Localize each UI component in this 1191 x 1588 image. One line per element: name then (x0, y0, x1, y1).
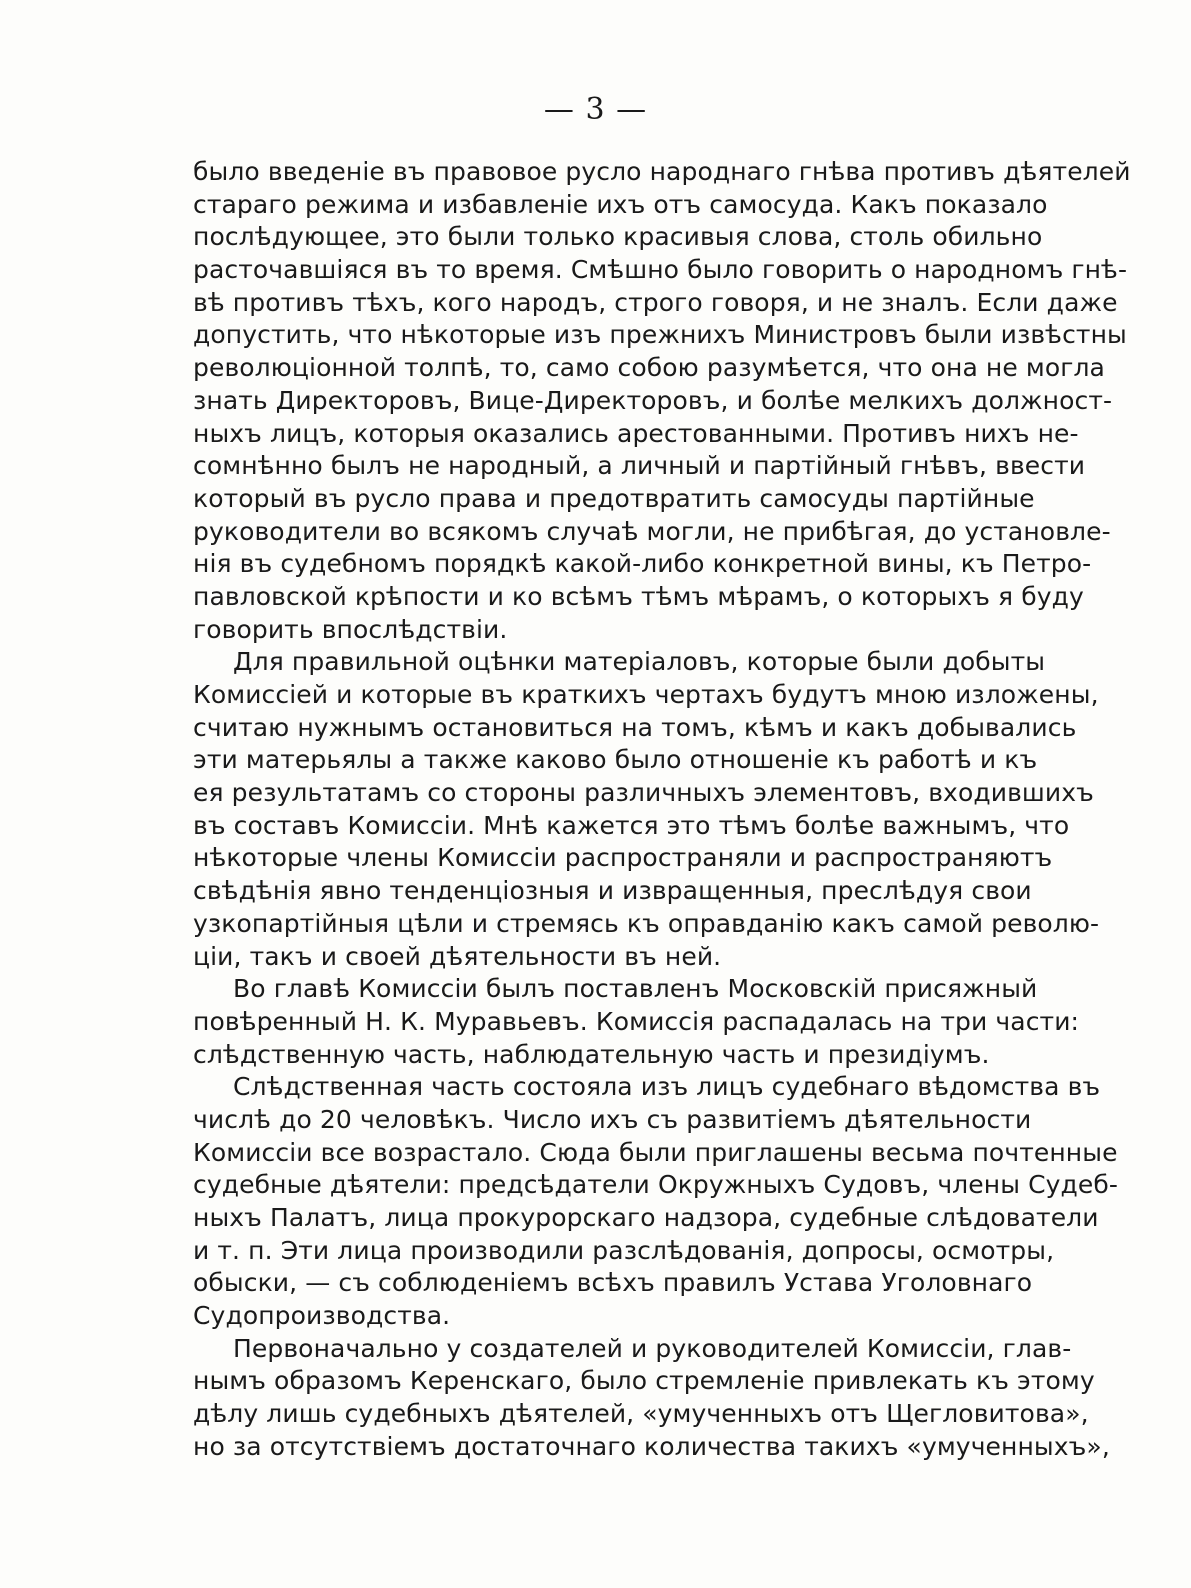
text-line: эти матерьялы а также каково было отношенiе къ работѣ и къ (193, 745, 1038, 775)
text-line: нiя въ судебномъ порядкѣ какой-либо конкретной вины, къ Петро- (193, 549, 1092, 579)
text-line: свѣдѣнiя явно тенденцiозныя и извращенныя, преслѣдуя свои (193, 876, 1032, 906)
text-line: вѣ противъ тѣхъ, кого народъ, строго говоря, и не зналъ. Если даже (193, 287, 1118, 317)
text-line: обыски, — съ соблюденiемъ всѣхъ правилъ Устава Уголовнаго (193, 1268, 1033, 1298)
text-line: дѣлу лишь судебныхъ дѣятелей, «умученныхъ отъ Щегловитова», (193, 1399, 1089, 1429)
paragraph (193, 1071, 1119, 1333)
paragraph (193, 973, 1080, 1071)
text-line: знать Директоровъ, Вице-Директоровъ, и болѣе мелкихъ должност- (193, 385, 1113, 415)
text-line: допустить, что нѣкоторые изъ прежнихъ Министровъ были извѣстны (193, 320, 1127, 350)
text-line: слѣдственную часть, наблюдательную часть и президiумъ. (193, 1039, 990, 1069)
text-line: Первоначально у создателей и руководителей Комиссiи, глав- (233, 1333, 1072, 1363)
body-text (193, 156, 1131, 1464)
text-line: стараго режима и избавленiе ихъ отъ самосуда. Какъ показало (193, 189, 1048, 219)
text-line: послѣдующее, это были только красивыя слова, столь обильно (193, 222, 1043, 252)
text-line: Слѣдственная часть состояла изъ лицъ судебнаго вѣдомства въ (233, 1072, 1101, 1102)
text-line: революцiонной толпѣ, то, само собою разумѣется, что она не могла (193, 353, 1105, 383)
text-line: и т. п. Эти лица производили разслѣдованiя, допросы, осмотры, (193, 1235, 1055, 1265)
text-line: говорить впослѣдствiи. (193, 614, 508, 644)
text-line: но за отсутствiемъ достаточнаго количества такихъ «умученныхъ», (193, 1431, 1110, 1461)
text-line: Комиссiи все возрастало. Сюда были приглашены весьма почтенные (193, 1137, 1118, 1167)
page-number: — 3 — (543, 92, 648, 127)
text-line: ея результатамъ со стороны различныхъ элементовъ, входившихъ (193, 778, 1094, 808)
text-line: который въ русло права и предотвратить самосуды партiйные (193, 483, 1035, 513)
text-line: было введенiе въ правовое русло народнаго гнѣва противъ дѣятелей (193, 157, 1131, 186)
text-line: нѣкоторые члены Комиссiи распространяли и распространяютъ (193, 843, 1053, 873)
text-line: нымъ образомъ Керенскаго, было стремленiе привлекать къ этому (193, 1366, 1095, 1396)
text-line: руководители во всякомъ случаѣ могли, не прибѣгая, до установле- (193, 516, 1111, 546)
text-line: повѣренный Н. К. Муравьевъ. Комиссiя распадалась на три части: (193, 1006, 1080, 1036)
text-line: числѣ до 20 человѣкъ. Число ихъ съ развитiемъ дѣятельности (193, 1104, 1032, 1134)
paragraph (193, 1333, 1110, 1464)
text-line: ныхъ лицъ, которыя оказались арестованными. Противъ нихъ не- (193, 418, 1079, 448)
text-line: ныхъ Палатъ, лица прокурорскаго надзора, судебные слѣдователи (193, 1203, 1099, 1232)
text-line: расточавшiяся въ то время. Смѣшно было говорить о народномъ гнѣ- (193, 255, 1128, 285)
paragraph (193, 646, 1100, 973)
text-line: павловской крѣпости и ко всѣмъ тѣмъ мѣрамъ, о которыхъ я буду (193, 581, 1084, 611)
text-line: Во главѣ Комиссiи былъ поставленъ Московскiй присяжный (233, 974, 1038, 1004)
paragraph (193, 156, 1131, 646)
text-line: Для правильной оцѣнки матерiаловъ, которые были добыты (233, 647, 1046, 677)
text-line: Судопроизводства. (193, 1301, 451, 1331)
text-line: узкопартiйныя цѣли и стремясь къ оправданiю какъ самой револю- (193, 908, 1100, 938)
text-line: сомнѣнно былъ не народный, а личный и партiйный гнѣвъ, ввести (193, 451, 1086, 481)
text-line: судебные дѣятели: предсѣдатели Окружныхъ Судовъ, члены Судеб- (193, 1170, 1119, 1200)
text-line: Комиссiей и которые въ краткихъ чертахъ будутъ мною изложены, (193, 680, 1099, 709)
text-line: считаю нужнымъ остановиться на томъ, кѣмъ и какъ добывались (193, 712, 1077, 742)
text-line: въ составъ Комиссiи. Мнѣ кажется это тѣмъ болѣе важнымъ, что (193, 810, 1070, 840)
text-line: цiи, такъ и своей дѣятельности въ ней. (193, 941, 722, 971)
